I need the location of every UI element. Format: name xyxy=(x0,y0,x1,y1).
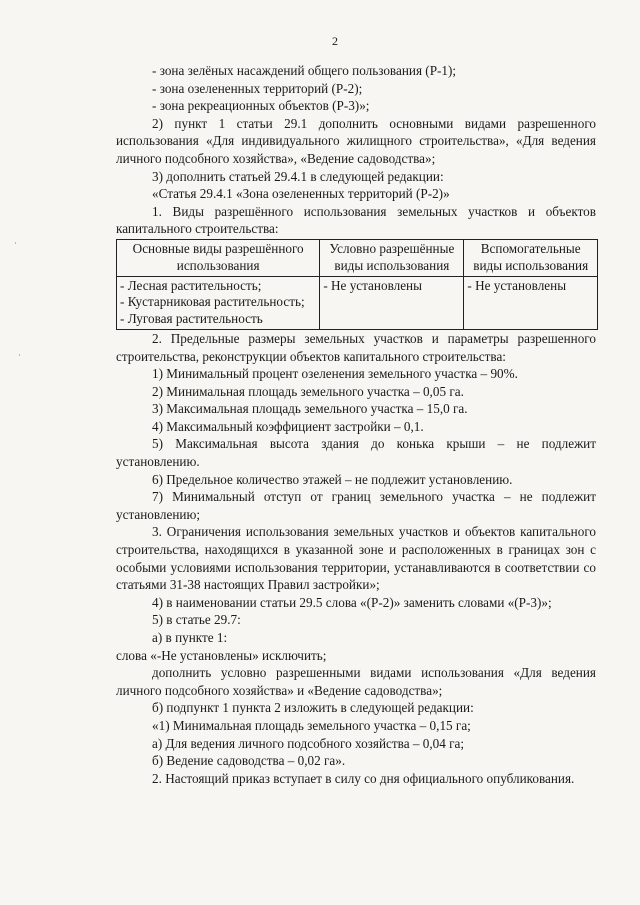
list-item: - Луговая растительность xyxy=(120,311,263,327)
permitted-use-table xyxy=(116,239,598,330)
limit-item-3: 3) Максимальная площадь земельного участка – 15,0 га. xyxy=(152,401,468,417)
limit-item-7: 7) Минимальный отступ от границ земельного участка – не подлежит установлению; xyxy=(116,489,596,522)
paragraph-item-5: 5) в статье 29.7: xyxy=(152,612,241,628)
table-cell-auxiliary: - Не установлены xyxy=(464,276,598,329)
paragraph-item-4: 4) в наименовании статьи 29.5 слова «(Р-2)» заменить словами «(Р-3)»; xyxy=(152,594,552,610)
zone-line-r1: - зона зелёных насаждений общего пользования (Р-1); xyxy=(152,63,457,78)
paragraph-item-3: 3) дополнить статьей 29.4.1 в следующей редакции: xyxy=(152,168,444,184)
limit-item-5: 5) Максимальная высота здания до конька крыши – не подлежит установлению. xyxy=(116,436,596,470)
paragraph-item-2: 2) пункт 1 статьи 29.1 дополнить основными видами разрешенного использования «Для индивидуального жилищного строительства», «Для ведения личного подсобного хозяйства», «Ведение садоводства»; xyxy=(116,115,596,166)
add-uses-paragraph: дополнить условно разрешенными видами использования «Для ведения личного подсобного хозяйства» и «Ведение садоводства»; xyxy=(116,665,596,698)
table-header-auxiliary: Вспомогательные виды использования xyxy=(464,239,598,276)
min-area-b-line: б) Ведение садоводства – 0,02 га». xyxy=(152,753,346,769)
list-item: - Кустарниковая растительность; xyxy=(120,294,305,310)
min-area-line: «1) Минимальная площадь земельного участка – 0,15 га; xyxy=(152,717,471,733)
document-body xyxy=(116,62,596,787)
scan-mark: · xyxy=(14,238,17,248)
words-exclude-line: слова «-Не установлены» исключить; xyxy=(116,647,327,663)
section-2-heading: 2. Предельные размеры земельных участков и параметры разрешенного строительства, реконструкции объектов капитального строительства: xyxy=(116,330,596,364)
table-header-conditional: Условно разрешённые виды использования xyxy=(320,239,464,276)
min-area-a-line: а) Для ведения личного подсобного хозяйства – 0,04 га; xyxy=(152,735,465,751)
table-cell-conditional: - Не установлены xyxy=(320,276,464,329)
limit-item-6: 6) Предельное количество этажей – не подлежит установлению. xyxy=(152,471,513,487)
subitem-a: а) в пункте 1: xyxy=(152,630,228,646)
limit-item-4: 4) Максимальный коэффициент застройки – 0,1. xyxy=(152,418,424,434)
section-3-paragraph: 3. Ограничения использования земельных участков и объектов капитального строительства, находящихся в указанной зоне и расположенных в границах зон с особыми условиями использования территории, устанавливаются в соответствии со статьями 31-38 настоящих Правил застройки»; xyxy=(116,524,596,593)
subitem-b: б) подпункт 1 пункта 2 изложить в следующей редакции: xyxy=(152,700,474,716)
article-heading: «Статья 29.4.1 «Зона озелененных территорий (Р-2)» xyxy=(152,186,450,202)
zone-line-r3: - зона рекреационных объектов (Р-3)»; xyxy=(152,98,370,114)
table-row xyxy=(117,276,598,329)
limit-item-2: 2) Минимальная площадь земельного участка – 0,05 га. xyxy=(152,383,464,399)
scan-mark: · xyxy=(18,350,21,360)
final-paragraph: 2. Настоящий приказ вступает в силу со дня официального опубликования. xyxy=(152,770,575,786)
section-1-heading: 1. Виды разрешённого использования земельных участков и объектов капитального строительства: xyxy=(116,203,596,237)
list-item: - Лесная растительность; xyxy=(120,277,262,293)
zone-line-r2: - зона озелененных территорий (Р-2); xyxy=(152,80,363,96)
limit-item-1: 1) Минимальный процент озеленения земельного участка – 90%. xyxy=(152,366,518,382)
page-number: 2 xyxy=(332,34,338,48)
table-cell-main xyxy=(117,276,320,329)
table-header-main: Основные виды разрешённого использования xyxy=(117,239,320,276)
table-header-row xyxy=(117,239,598,276)
